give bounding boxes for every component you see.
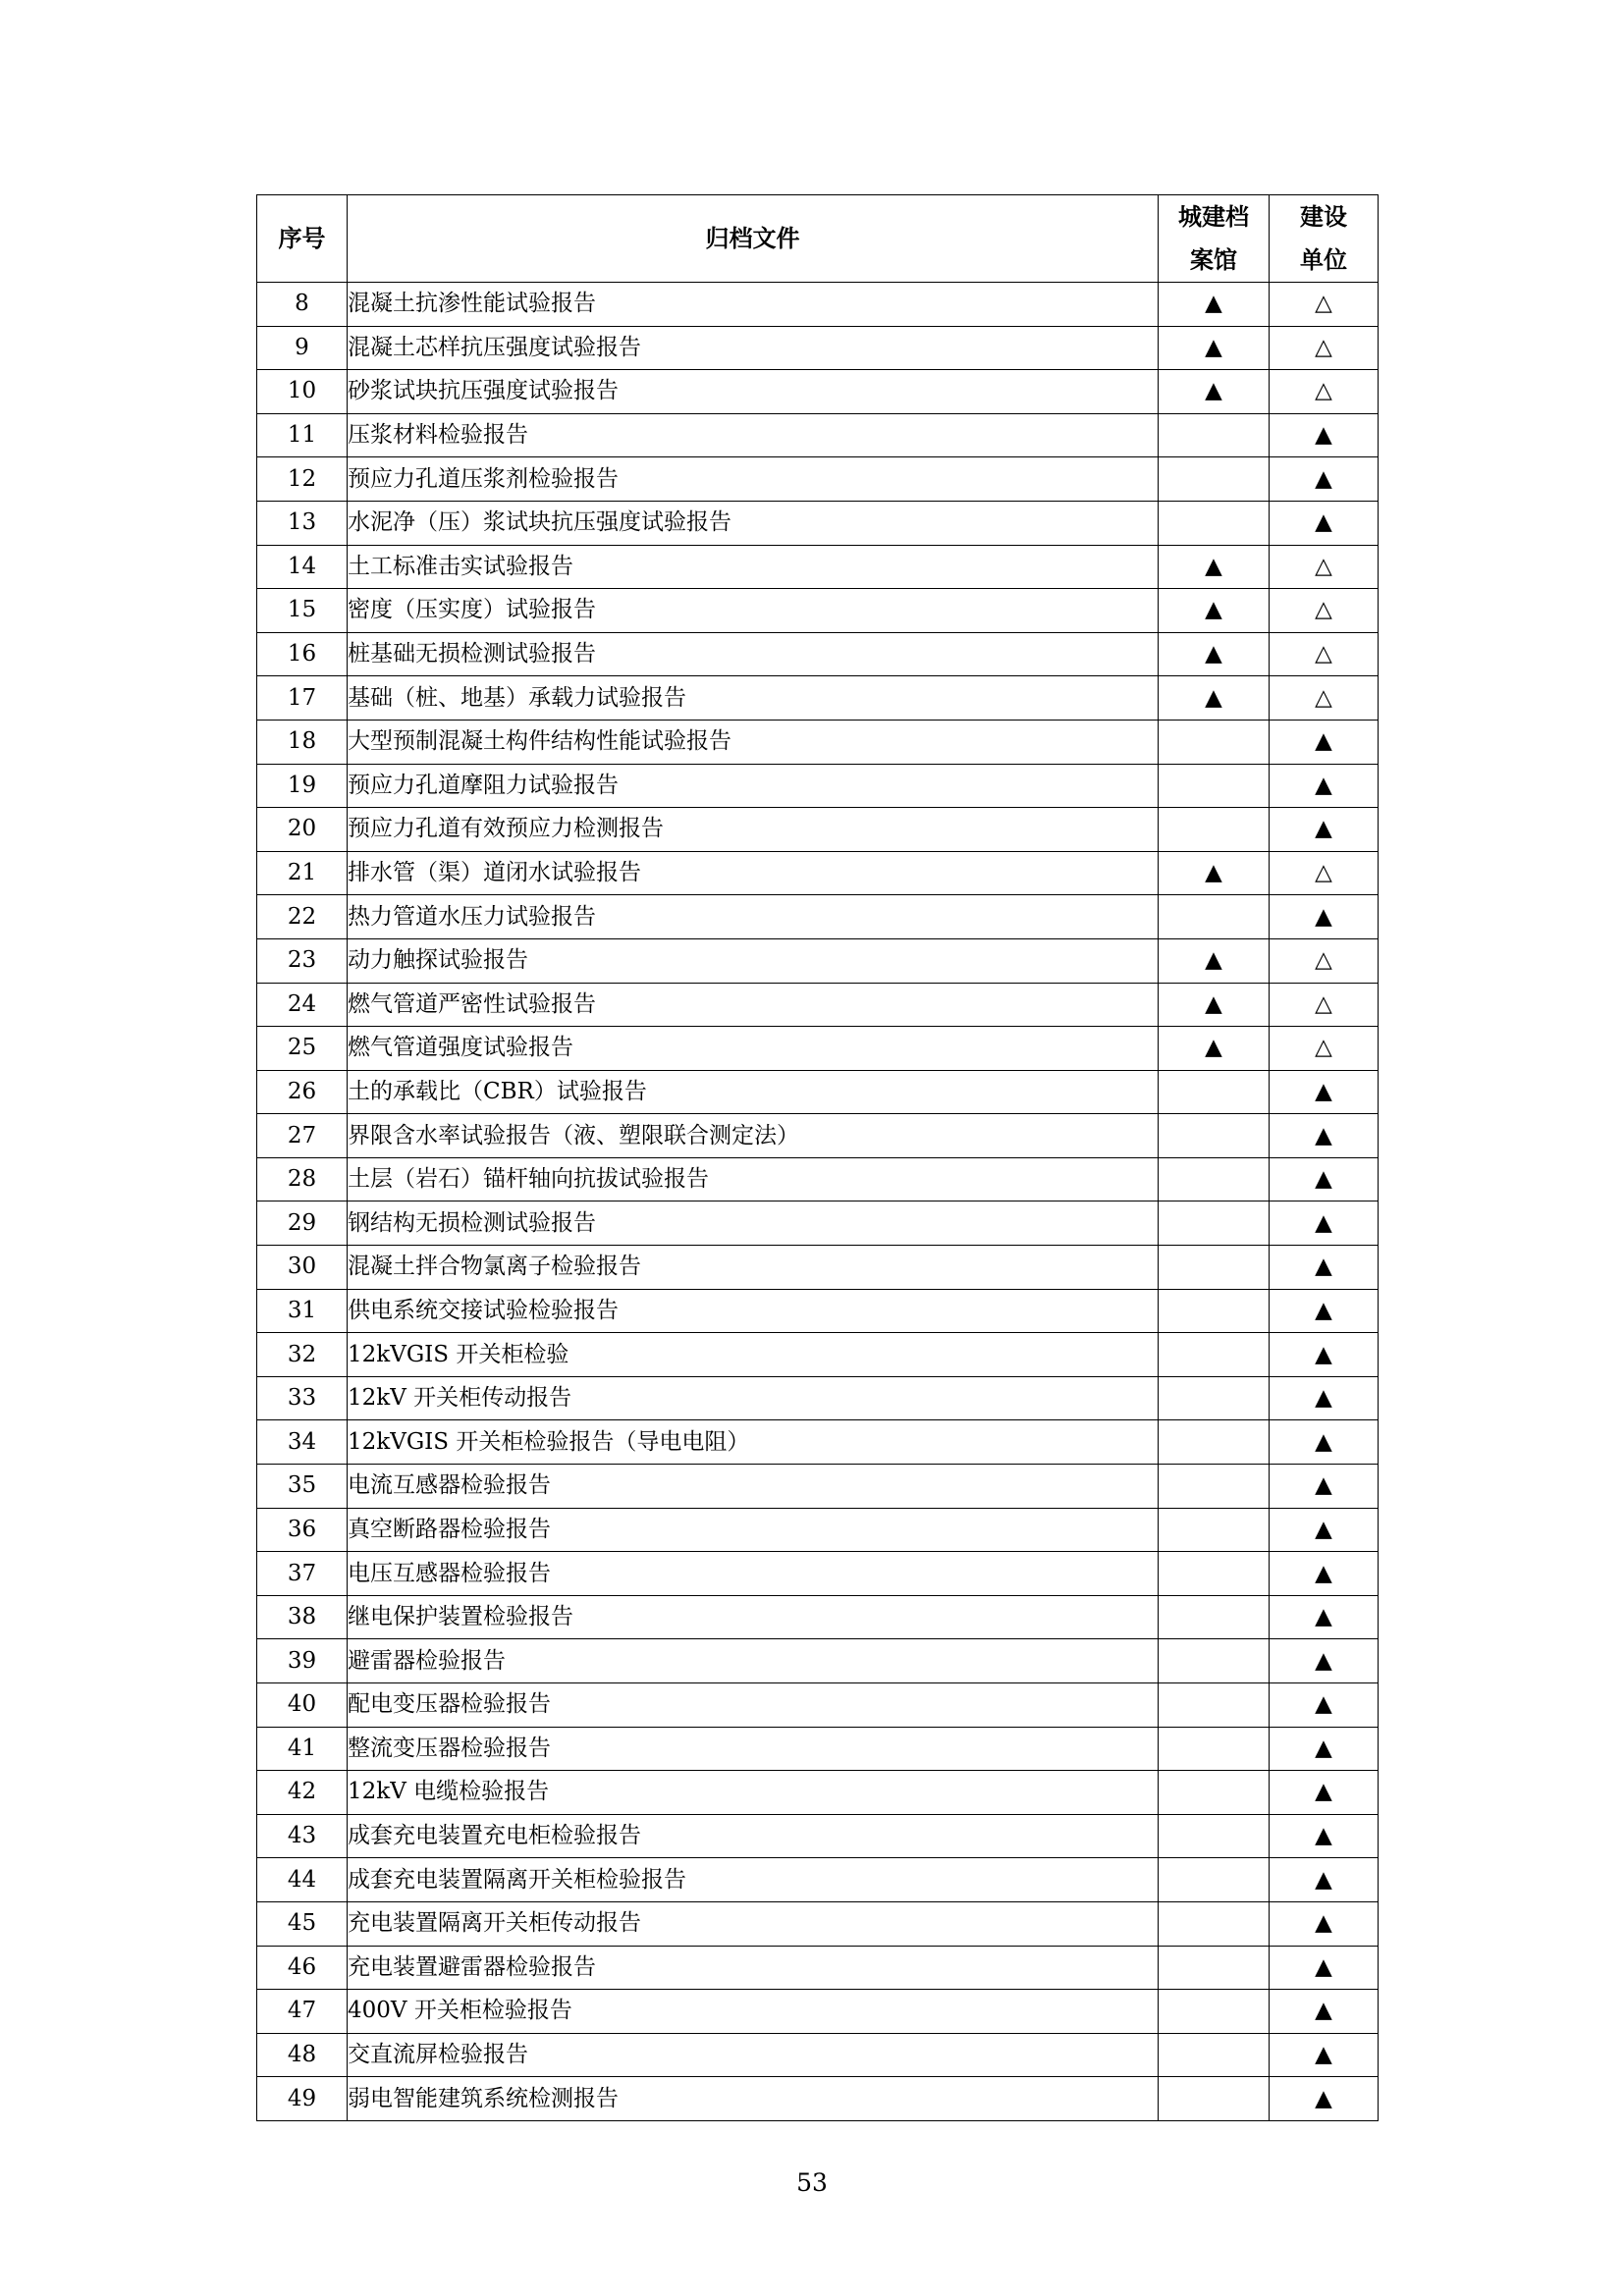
- row-construction-unit-mark: △: [1270, 851, 1379, 895]
- row-city-archive-mark: ▲: [1159, 589, 1270, 633]
- row-document-name: 密度（压实度）试验报告: [348, 589, 1159, 633]
- row-construction-unit-mark: ▲: [1270, 1465, 1379, 1509]
- table-row: [257, 1420, 1379, 1465]
- row-document-name: 预应力孔道压浆剂检验报告: [348, 457, 1159, 502]
- row-serial-number: 27: [257, 1114, 348, 1158]
- row-document-name: 12kV 开关柜传动报告: [348, 1376, 1159, 1420]
- table-row: [257, 1070, 1379, 1114]
- row-construction-unit-mark: ▲: [1270, 1420, 1379, 1465]
- table-row: [257, 1946, 1379, 1990]
- row-document-name: 燃气管道严密性试验报告: [348, 983, 1159, 1027]
- table-row: [257, 589, 1379, 633]
- row-document-name: 土层（岩石）锚杆轴向抗拔试验报告: [348, 1157, 1159, 1201]
- row-city-archive-mark: ▲: [1159, 545, 1270, 589]
- table-row: [257, 1858, 1379, 1902]
- row-serial-number: 17: [257, 676, 348, 721]
- row-serial-number: 23: [257, 938, 348, 983]
- row-document-name: 电压互感器检验报告: [348, 1552, 1159, 1596]
- row-document-name: 预应力孔道摩阻力试验报告: [348, 764, 1159, 808]
- row-document-name: 混凝土拌合物氯离子检验报告: [348, 1246, 1159, 1290]
- row-construction-unit-mark: ▲: [1270, 720, 1379, 764]
- row-construction-unit-mark: △: [1270, 370, 1379, 414]
- row-construction-unit-mark: ▲: [1270, 1246, 1379, 1290]
- row-city-archive-mark: [1159, 1246, 1270, 1290]
- row-document-name: 排水管（渠）道闭水试验报告: [348, 851, 1159, 895]
- table-row: [257, 1465, 1379, 1509]
- row-document-name: 继电保护装置检验报告: [348, 1595, 1159, 1639]
- row-city-archive-mark: [1159, 1070, 1270, 1114]
- row-serial-number: 25: [257, 1027, 348, 1071]
- table-row: [257, 1246, 1379, 1290]
- row-city-archive-mark: [1159, 1157, 1270, 1201]
- row-construction-unit-mark: ▲: [1270, 1201, 1379, 1246]
- table-row: [257, 1333, 1379, 1377]
- row-serial-number: 37: [257, 1552, 348, 1596]
- row-city-archive-mark: [1159, 1990, 1270, 2034]
- row-construction-unit-mark: ▲: [1270, 501, 1379, 545]
- row-document-name: 土的承载比（CBR）试验报告: [348, 1070, 1159, 1114]
- header-construction-unit-line1: 建设: [1300, 203, 1347, 231]
- table-row: [257, 1990, 1379, 2034]
- row-document-name: 400V 开关柜检验报告: [348, 1990, 1159, 2034]
- table-row: [257, 851, 1379, 895]
- row-construction-unit-mark: ▲: [1270, 1333, 1379, 1377]
- table-row: [257, 413, 1379, 457]
- table-row: [257, 1595, 1379, 1639]
- row-document-name: 土工标准击实试验报告: [348, 545, 1159, 589]
- row-document-name: 充电装置隔离开关柜传动报告: [348, 1901, 1159, 1946]
- row-serial-number: 10: [257, 370, 348, 414]
- table-row: [257, 895, 1379, 939]
- row-city-archive-mark: [1159, 1333, 1270, 1377]
- table-row: [257, 2033, 1379, 2077]
- table-row: [257, 720, 1379, 764]
- page-number: 53: [796, 2168, 828, 2197]
- row-construction-unit-mark: ▲: [1270, 1858, 1379, 1902]
- row-serial-number: 35: [257, 1465, 348, 1509]
- row-city-archive-mark: [1159, 1683, 1270, 1728]
- table-row: [257, 1114, 1379, 1158]
- table-row: [257, 676, 1379, 721]
- table-row: [257, 1901, 1379, 1946]
- row-document-name: 燃气管道强度试验报告: [348, 1027, 1159, 1071]
- row-serial-number: 22: [257, 895, 348, 939]
- row-construction-unit-mark: ▲: [1270, 457, 1379, 502]
- row-serial-number: 29: [257, 1201, 348, 1246]
- row-construction-unit-mark: ▲: [1270, 2077, 1379, 2121]
- row-construction-unit-mark: ▲: [1270, 1901, 1379, 1946]
- row-document-name: 砂浆试块抗压强度试验报告: [348, 370, 1159, 414]
- row-city-archive-mark: [1159, 764, 1270, 808]
- row-construction-unit-mark: △: [1270, 676, 1379, 721]
- row-serial-number: 20: [257, 808, 348, 852]
- row-serial-number: 48: [257, 2033, 348, 2077]
- table-row: [257, 1201, 1379, 1246]
- row-document-name: 交直流屏检验报告: [348, 2033, 1159, 2077]
- row-city-archive-mark: ▲: [1159, 983, 1270, 1027]
- row-construction-unit-mark: △: [1270, 1027, 1379, 1071]
- table-row: [257, 501, 1379, 545]
- row-construction-unit-mark: △: [1270, 938, 1379, 983]
- row-city-archive-mark: [1159, 413, 1270, 457]
- row-serial-number: 40: [257, 1683, 348, 1728]
- row-document-name: 供电系统交接试验检验报告: [348, 1289, 1159, 1333]
- header-city-archive-line1: 城建档: [1178, 203, 1249, 231]
- row-serial-number: 11: [257, 413, 348, 457]
- row-city-archive-mark: [1159, 1639, 1270, 1683]
- table-row: [257, 326, 1379, 370]
- row-serial-number: 30: [257, 1246, 348, 1290]
- table-row: [257, 457, 1379, 502]
- row-document-name: 大型预制混凝土构件结构性能试验报告: [348, 720, 1159, 764]
- row-document-name: 钢结构无损检测试验报告: [348, 1201, 1159, 1246]
- header-city-archive-line2: 案馆: [1190, 246, 1237, 274]
- table-row: [257, 632, 1379, 676]
- row-document-name: 充电装置避雷器检验报告: [348, 1946, 1159, 1990]
- row-city-archive-mark: [1159, 1201, 1270, 1246]
- row-serial-number: 42: [257, 1771, 348, 1815]
- table-row: [257, 1814, 1379, 1858]
- table-row: [257, 1289, 1379, 1333]
- row-serial-number: 24: [257, 983, 348, 1027]
- row-city-archive-mark: [1159, 1595, 1270, 1639]
- row-construction-unit-mark: △: [1270, 545, 1379, 589]
- row-serial-number: 31: [257, 1289, 348, 1333]
- row-construction-unit-mark: ▲: [1270, 1114, 1379, 1158]
- row-construction-unit-mark: ▲: [1270, 1070, 1379, 1114]
- row-city-archive-mark: [1159, 501, 1270, 545]
- table-row: [257, 370, 1379, 414]
- row-city-archive-mark: ▲: [1159, 676, 1270, 721]
- row-serial-number: 8: [257, 283, 348, 327]
- row-document-name: 基础（桩、地基）承载力试验报告: [348, 676, 1159, 721]
- row-serial-number: 46: [257, 1946, 348, 1990]
- row-city-archive-mark: [1159, 1858, 1270, 1902]
- table-row: [257, 1727, 1379, 1771]
- table-row: [257, 2077, 1379, 2121]
- row-city-archive-mark: [1159, 1552, 1270, 1596]
- row-serial-number: 34: [257, 1420, 348, 1465]
- header-construction-unit-line2: 单位: [1300, 246, 1347, 274]
- row-serial-number: 12: [257, 457, 348, 502]
- row-serial-number: 19: [257, 764, 348, 808]
- row-construction-unit-mark: ▲: [1270, 764, 1379, 808]
- table-row: [257, 983, 1379, 1027]
- row-construction-unit-mark: ▲: [1270, 1376, 1379, 1420]
- table-row: [257, 808, 1379, 852]
- row-document-name: 混凝土芯样抗压强度试验报告: [348, 326, 1159, 370]
- row-serial-number: 32: [257, 1333, 348, 1377]
- row-document-name: 12kVGIS 开关柜检验报告（导电电阻）: [348, 1420, 1159, 1465]
- row-serial-number: 49: [257, 2077, 348, 2121]
- table-row: [257, 1552, 1379, 1596]
- row-city-archive-mark: ▲: [1159, 326, 1270, 370]
- row-document-name: 整流变压器检验报告: [348, 1727, 1159, 1771]
- row-city-archive-mark: [1159, 2033, 1270, 2077]
- row-document-name: 桩基础无损检测试验报告: [348, 632, 1159, 676]
- row-city-archive-mark: ▲: [1159, 632, 1270, 676]
- row-construction-unit-mark: ▲: [1270, 1771, 1379, 1815]
- row-city-archive-mark: ▲: [1159, 370, 1270, 414]
- table-header: [257, 195, 1379, 283]
- row-serial-number: 44: [257, 1858, 348, 1902]
- row-construction-unit-mark: ▲: [1270, 1639, 1379, 1683]
- row-serial-number: 14: [257, 545, 348, 589]
- row-document-name: 配电变压器检验报告: [348, 1683, 1159, 1728]
- row-document-name: 避雷器检验报告: [348, 1639, 1159, 1683]
- row-city-archive-mark: [1159, 1901, 1270, 1946]
- row-construction-unit-mark: △: [1270, 632, 1379, 676]
- row-construction-unit-mark: ▲: [1270, 1552, 1379, 1596]
- table-row: [257, 1376, 1379, 1420]
- table-body: [257, 283, 1379, 2121]
- row-document-name: 成套充电装置充电柜检验报告: [348, 1814, 1159, 1858]
- row-serial-number: 18: [257, 720, 348, 764]
- row-city-archive-mark: [1159, 1465, 1270, 1509]
- table-row: [257, 1683, 1379, 1728]
- row-construction-unit-mark: △: [1270, 283, 1379, 327]
- row-document-name: 压浆材料检验报告: [348, 413, 1159, 457]
- row-construction-unit-mark: ▲: [1270, 1946, 1379, 1990]
- row-construction-unit-mark: ▲: [1270, 1727, 1379, 1771]
- row-city-archive-mark: [1159, 1289, 1270, 1333]
- archive-table: [256, 194, 1379, 2121]
- row-document-name: 电流互感器检验报告: [348, 1465, 1159, 1509]
- table-row: [257, 1639, 1379, 1683]
- table-row: [257, 1771, 1379, 1815]
- row-construction-unit-mark: ▲: [1270, 808, 1379, 852]
- table-row: [257, 545, 1379, 589]
- row-document-name: 动力触探试验报告: [348, 938, 1159, 983]
- row-construction-unit-mark: ▲: [1270, 1814, 1379, 1858]
- table-row: [257, 1157, 1379, 1201]
- row-serial-number: 26: [257, 1070, 348, 1114]
- row-city-archive-mark: [1159, 1946, 1270, 1990]
- row-construction-unit-mark: △: [1270, 983, 1379, 1027]
- row-serial-number: 13: [257, 501, 348, 545]
- row-document-name: 成套充电装置隔离开关柜检验报告: [348, 1858, 1159, 1902]
- row-serial-number: 15: [257, 589, 348, 633]
- row-document-name: 12kV 电缆检验报告: [348, 1771, 1159, 1815]
- row-city-archive-mark: [1159, 2077, 1270, 2121]
- header-row: [257, 195, 1379, 283]
- row-construction-unit-mark: ▲: [1270, 1289, 1379, 1333]
- row-document-name: 预应力孔道有效预应力检测报告: [348, 808, 1159, 852]
- row-construction-unit-mark: ▲: [1270, 2033, 1379, 2077]
- table-row: [257, 1508, 1379, 1552]
- row-document-name: 12kVGIS 开关柜检验: [348, 1333, 1159, 1377]
- row-construction-unit-mark: ▲: [1270, 1595, 1379, 1639]
- table-row: [257, 764, 1379, 808]
- row-city-archive-mark: ▲: [1159, 283, 1270, 327]
- table-row: [257, 283, 1379, 327]
- row-serial-number: 9: [257, 326, 348, 370]
- row-construction-unit-mark: △: [1270, 326, 1379, 370]
- row-construction-unit-mark: ▲: [1270, 1990, 1379, 2034]
- row-serial-number: 38: [257, 1595, 348, 1639]
- row-city-archive-mark: ▲: [1159, 851, 1270, 895]
- row-city-archive-mark: [1159, 1771, 1270, 1815]
- row-construction-unit-mark: △: [1270, 589, 1379, 633]
- table-row: [257, 1027, 1379, 1071]
- header-city-archive: [1159, 195, 1270, 283]
- row-serial-number: 28: [257, 1157, 348, 1201]
- row-serial-number: 43: [257, 1814, 348, 1858]
- row-city-archive-mark: [1159, 1727, 1270, 1771]
- row-document-name: 水泥净（压）浆试块抗压强度试验报告: [348, 501, 1159, 545]
- row-serial-number: 16: [257, 632, 348, 676]
- row-serial-number: 41: [257, 1727, 348, 1771]
- row-document-name: 真空断路器检验报告: [348, 1508, 1159, 1552]
- row-city-archive-mark: ▲: [1159, 1027, 1270, 1071]
- row-city-archive-mark: [1159, 1114, 1270, 1158]
- row-document-name: 界限含水率试验报告（液、塑限联合测定法）: [348, 1114, 1159, 1158]
- row-city-archive-mark: [1159, 1376, 1270, 1420]
- row-city-archive-mark: [1159, 457, 1270, 502]
- row-document-name: 混凝土抗渗性能试验报告: [348, 283, 1159, 327]
- row-serial-number: 36: [257, 1508, 348, 1552]
- row-document-name: 热力管道水压力试验报告: [348, 895, 1159, 939]
- row-city-archive-mark: [1159, 808, 1270, 852]
- row-city-archive-mark: ▲: [1159, 938, 1270, 983]
- row-city-archive-mark: [1159, 720, 1270, 764]
- row-serial-number: 39: [257, 1639, 348, 1683]
- row-construction-unit-mark: ▲: [1270, 413, 1379, 457]
- row-serial-number: 33: [257, 1376, 348, 1420]
- row-city-archive-mark: [1159, 1814, 1270, 1858]
- row-document-name: 弱电智能建筑系统检测报告: [348, 2077, 1159, 2121]
- row-serial-number: 21: [257, 851, 348, 895]
- row-serial-number: 45: [257, 1901, 348, 1946]
- row-serial-number: 47: [257, 1990, 348, 2034]
- header-serial-number: 序号: [257, 195, 348, 283]
- header-construction-unit: [1270, 195, 1379, 283]
- row-construction-unit-mark: ▲: [1270, 1157, 1379, 1201]
- row-city-archive-mark: [1159, 895, 1270, 939]
- row-city-archive-mark: [1159, 1420, 1270, 1465]
- row-city-archive-mark: [1159, 1508, 1270, 1552]
- table-row: [257, 938, 1379, 983]
- row-construction-unit-mark: ▲: [1270, 1683, 1379, 1728]
- row-construction-unit-mark: ▲: [1270, 1508, 1379, 1552]
- header-archived-document: 归档文件: [348, 195, 1159, 283]
- row-construction-unit-mark: ▲: [1270, 895, 1379, 939]
